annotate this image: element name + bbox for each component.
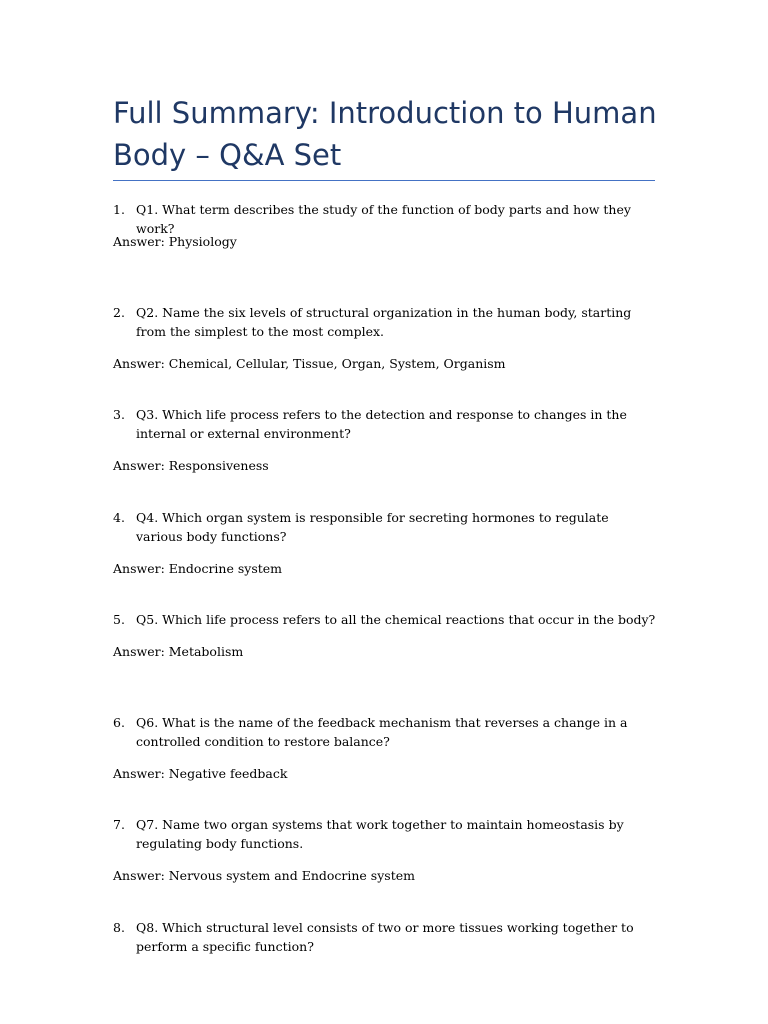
answer-2: Answer: Chemical, Cellular, Tissue, Organ, System, Organism (113, 355, 506, 371)
question-number: 2. (113, 304, 125, 320)
question-text: Q8. Which structural level consists of two or more tissues working together to perform a specific function? (136, 919, 634, 954)
question-text: Q1. What term describes the study of the function of body parts and how they work? (136, 202, 631, 236)
question-text: Q3. Which life process refers to the detection and response to changes in the internal or external environment? (136, 407, 627, 441)
answer-7: Answer: Nervous system and Endocrine system (113, 868, 415, 883)
question-7 (113, 815, 658, 853)
question-text: Q5. Which life process refers to all the chemical reactions that occur in the body? (136, 612, 656, 627)
qa-item-6 (113, 713, 658, 816)
question-5 (113, 610, 658, 629)
qa-item-1 (113, 200, 658, 303)
qa-item-4 (113, 508, 658, 611)
question-text: Q4. Which organ system is responsible for secreting hormones to regulate various body functions? (136, 509, 609, 544)
document-title: Full Summary: Introduction to Human Body – Q&A Set (113, 96, 657, 172)
question-text: Q7. Name two organ systems that work together to maintain homeostasis by regulating body functions. (136, 817, 624, 851)
qa-item-3 (113, 405, 658, 508)
qa-list (113, 200, 658, 1020)
question-text: Q2. Name the six levels of structural organization in the human body, starting from the simplest to the most complex. (136, 304, 632, 339)
question-number: 8. (113, 919, 125, 935)
question-number: 5. (113, 612, 125, 627)
question-number: 4. (113, 509, 125, 525)
question-8 (113, 918, 658, 956)
title-underline (113, 180, 655, 181)
answer-6: Answer: Negative feedback (113, 765, 288, 781)
question-3 (113, 405, 658, 443)
question-number: 3. (113, 407, 125, 422)
question-6 (113, 713, 658, 751)
answer-3: Answer: Responsiveness (113, 458, 269, 473)
answer-5: Answer: Metabolism (113, 644, 244, 659)
question-4 (113, 508, 658, 546)
question-2 (113, 303, 658, 341)
answer-4: Answer: Endocrine system (113, 560, 283, 576)
qa-item-7 (113, 815, 658, 918)
question-number: 1. (113, 202, 125, 217)
qa-item-5 (113, 610, 658, 713)
qa-item-2 (113, 303, 658, 406)
qa-item-8 (113, 918, 658, 1021)
answer-1: Answer: Physiology (113, 234, 237, 249)
question-number: 7. (113, 817, 125, 832)
question-number: 6. (113, 714, 125, 730)
question-text: Q6. What is the name of the feedback mechanism that reverses a change in a controlled condition to restore balance? (136, 714, 628, 749)
